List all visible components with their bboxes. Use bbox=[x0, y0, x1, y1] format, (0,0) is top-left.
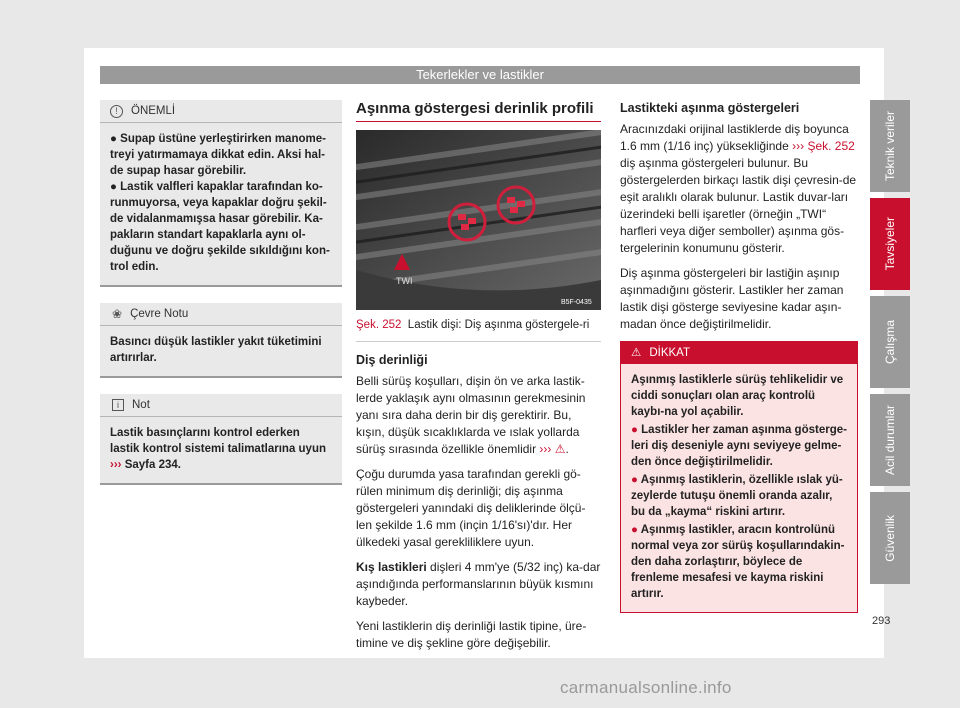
tab-acil-durumlar[interactable]: Acil durumlar bbox=[870, 394, 910, 486]
figure-link[interactable]: Şek. 252 bbox=[807, 139, 855, 153]
tab-guvenlik[interactable]: Güvenlik bbox=[870, 492, 910, 584]
twi-mark: TWI bbox=[396, 276, 413, 286]
tread-paragraph-2: Çoğu durumda yasa tarafından gerekli gö-rülen minimum diş derinliği; diş aşınma göstergeleri yanındaki diş deliklerinde ölçü-len şekilde 1.6 mm (inçin 1/16'sı)'dır. Her ülkedeki yasal gerekliliklere uyun. bbox=[356, 467, 586, 549]
important-box bbox=[100, 100, 342, 287]
page-number: 293 bbox=[872, 615, 891, 627]
warning-item: ● Aşınmış lastikler, aracın kontrolünü normal veya zor sürüş koşullarındakin-den daha zorlaştırır, böylece de frenleme mesafesi ve kayma riskini artırır. bbox=[631, 524, 845, 600]
watermark: carmanualsonline.info bbox=[560, 678, 732, 697]
figure-caption: Şek. 252 Lastik dişi: Diş aşınma göstergele-ri bbox=[356, 318, 601, 342]
note-page-link[interactable]: Sayfa 234 bbox=[124, 459, 178, 471]
section-title: Aşınma göstergesi derinlik profili bbox=[356, 100, 601, 122]
warning-icon: ⚠ bbox=[631, 346, 642, 359]
warning-title: DİKKAT bbox=[649, 346, 690, 359]
tread-depth-heading: Diş derinliği bbox=[356, 353, 428, 367]
tab-calisma[interactable]: Çalışma bbox=[870, 296, 910, 388]
info-circle-icon: ! bbox=[110, 105, 123, 118]
warning-box bbox=[620, 341, 858, 613]
tread-paragraph-3: Kış lastikleri dişleri 4 mm'ye (5/32 inç) ka-dar aşındığında performanslarının büyük kısmını kaybeder. bbox=[356, 560, 601, 608]
figure-code: B5F-0435 bbox=[561, 299, 592, 306]
tab-tavsiyeler[interactable]: Tavsiyeler bbox=[870, 198, 910, 290]
tire-tread-image bbox=[356, 130, 601, 310]
tab-teknik-veriler[interactable]: Teknik veriler bbox=[870, 100, 910, 192]
wear-paragraph-2: Diş aşınma göstergeleri bir lastiğin aşınıp aşınmadığını gösterir. Lastikler her zaman lastik dişi gösterge seviyesine kadar aşın-madan önce değiştirilmelidir. bbox=[620, 266, 844, 331]
important-item: ● Supap üstüne yerleştirirken manome-treyi yatırmamaya dikkat edin. Aksi hal-de supap hasar görebilir. bbox=[110, 133, 326, 177]
note-text: Lastik basınçlarını kontrol ederken lastik kontrol sistemi talimatlarına uyun ››› Sayfa 234. bbox=[110, 427, 327, 471]
environment-note-box bbox=[100, 303, 342, 378]
warning-item: ● Aşınmış lastiklerin, özellikle ıslak yü-zeylerde tutuşu önemli oranda azalır, bu da „kayma“ riskini artırır. bbox=[631, 474, 843, 518]
env-note-title: Çevre Notu bbox=[130, 307, 189, 320]
warning-triangle-icon: ⚠ bbox=[554, 442, 566, 456]
tire-tread-figure bbox=[356, 130, 601, 310]
note-box bbox=[100, 394, 342, 485]
tread-paragraph-1: Belli sürüş koşulları, dişin ön ve arka lastik-lerde yaklaşık aynı olmasının gerekmesinin yanı sıra daha derin bir diş gerektirir. Bu, kışın, düşük sıcaklıklarda ve ıslak yollarda sürüş sırasında özellikle önemlidir ››› ⚠. bbox=[356, 374, 586, 456]
page-header: Tekerlekler ve lastikler bbox=[100, 66, 860, 84]
info-icon: i bbox=[112, 399, 124, 411]
warning-intro: Aşınmış lastiklerle sürüş tehlikelidir ve ciddi sonuçları olan araç kontrolü kaybı-na yol açabilir. bbox=[631, 374, 844, 418]
important-title: ÖNEMLİ bbox=[131, 104, 176, 117]
important-item: ● Lastik valfleri kapaklar tarafından ko-runmuyorsa, veya kapaklar doğru şekil-de vidalanmamışsa hasar görebilir. Ka-pakların standart kapaklarla aynı ol-duğunu ve doğru şekilde sıkıldığını kon-trol edin. bbox=[110, 181, 330, 273]
caption-ref: Şek. 252 bbox=[356, 319, 402, 331]
env-note-text: Basıncı düşük lastikler yakıt tüketimini artırırlar. bbox=[110, 336, 322, 364]
warning-item: ● Lastikler her zaman aşınma gösterge-leri diş deseniyle aynı seviyeye gelme-den önce değiştirilmelidir. bbox=[631, 424, 847, 468]
note-link-arrow: ››› bbox=[110, 459, 122, 471]
leaf-icon: ❀ bbox=[112, 306, 123, 321]
wear-indicator-heading: Lastikteki aşınma göstergeleri bbox=[620, 101, 800, 115]
wear-paragraph-1: Aracınızdaki orijinal lastiklerde diş boyunca 1.6 mm (1/16 inç) yüksekliğinde ››› Şek. 252 diş aşınma göstergeleri bulunur. Bu göstergelerden birkaçı lastik dişi çevresin-de eşit aralıklı olarak bulunur. Lastik duvar-ları üzerindeki belli işaretler (örneğin „TWI“ harfleri veya diğer semboller) aşınma gös-tergelerinin konumunu gösterir. bbox=[620, 122, 857, 255]
note-title: Not bbox=[132, 398, 150, 411]
tread-paragraph-4: Yeni lastiklerin diş derinliği lastik tipine, üre-timine ve diş şekline göre değişebilir. bbox=[356, 619, 587, 650]
